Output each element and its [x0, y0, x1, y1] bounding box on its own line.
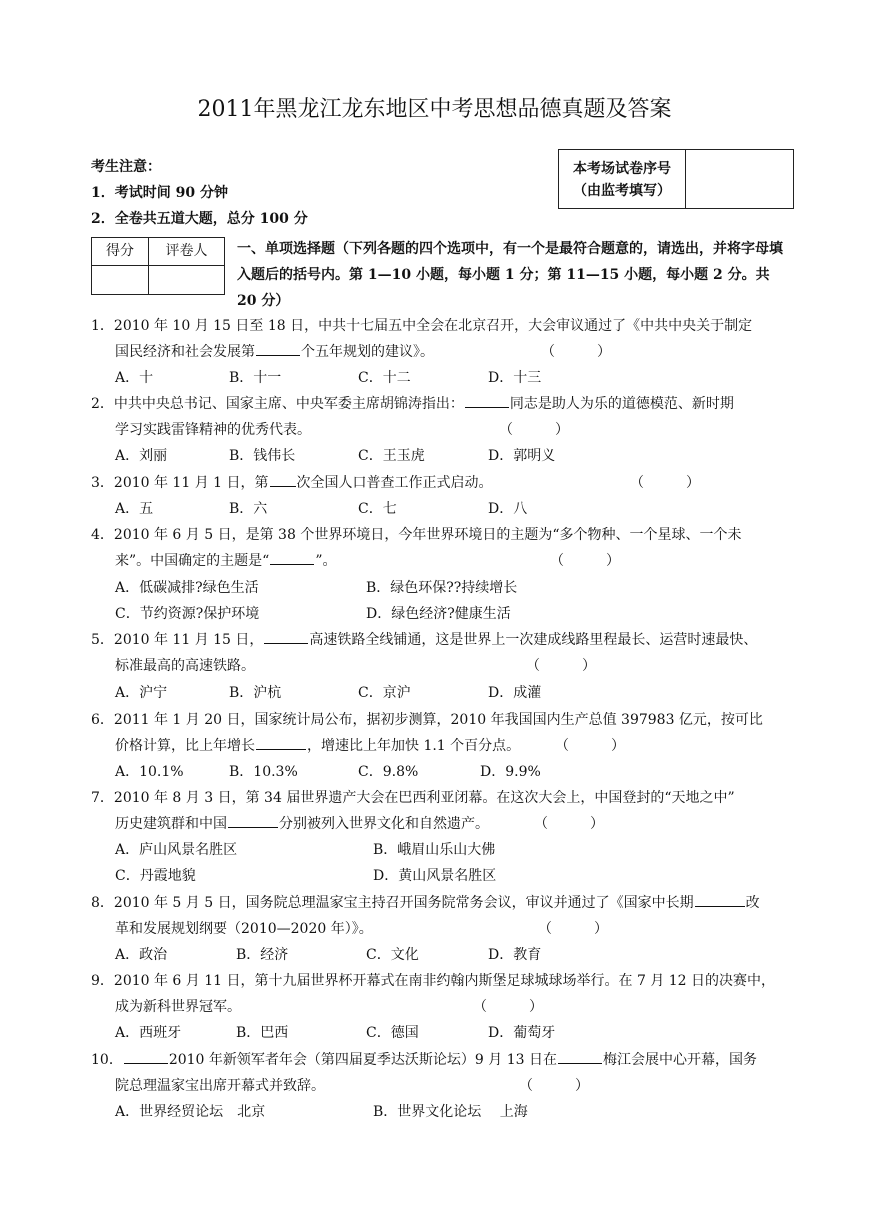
score-header: 得分 — [92, 238, 148, 266]
question-3 — [91, 472, 493, 492]
q7-line2b: 分别被列入世界文化和自然遗产。 — [279, 816, 489, 832]
option: C．文化 — [366, 947, 419, 963]
option: D．成灌 — [488, 685, 542, 701]
option: D．八 — [488, 501, 528, 517]
q2-line1b: 同志是助人为乐的道德模范、新时期 — [509, 396, 734, 412]
blank — [264, 629, 308, 644]
question-1-cont — [115, 341, 434, 361]
q10-line1a: 10． — [91, 1052, 123, 1068]
answer-paren: （ ） — [519, 1078, 589, 1094]
q6-line2b: ，增速比上年加快 1.1 个百分点。 — [307, 738, 521, 754]
exam-sequence-label-line2: （由监考填写） — [573, 183, 671, 199]
question-10 — [91, 1049, 757, 1069]
q1-line1: 1．2010 年 10 月 15 日至 18 日，中共十七届五中全会在北京召开，大会审议通过了《中共中央关于制定 — [91, 318, 753, 334]
blank — [465, 393, 509, 408]
option: A．五 — [115, 501, 154, 517]
q5-line1a: 5．2010 年 11 月 15 日， — [91, 632, 264, 648]
question-9-cont: 成为新科世界冠军。 — [115, 999, 241, 1015]
option: D．9.9% — [480, 764, 541, 780]
answer-paren: （ ） — [630, 475, 700, 491]
q7-line2a: 历史建筑群和中国 — [115, 816, 227, 832]
q3-line1a: 3．2010 年 11 月 1 日，第 — [91, 475, 269, 491]
option: A．10.1% — [115, 764, 184, 780]
score-table — [91, 237, 225, 295]
question-4-cont — [115, 550, 337, 570]
answer-paren: （ ） — [526, 658, 596, 674]
blank — [256, 735, 306, 750]
question-7: 7．2010 年 8 月 3 日，第 34 届世界遗产大会在巴西利亚闭幕。在这次大会上，中国登封的“天地之中” — [91, 790, 735, 806]
option: B．绿色环保??持续增长 — [366, 580, 518, 596]
option: C．京沪 — [358, 685, 411, 701]
blank — [256, 341, 300, 356]
exam-sequence-label-line1: 本考场试卷序号 — [573, 161, 671, 177]
score-table-divider — [148, 238, 149, 294]
option: B．六 — [229, 501, 268, 517]
blank — [228, 813, 278, 828]
question-10-cont: 院总理温家宝出席开幕式并致辞。 — [115, 1078, 325, 1094]
option: A．刘丽 — [115, 448, 168, 464]
question-5 — [91, 629, 757, 649]
page-title: 2011年黑龙江龙东地区中考思想品德真题及答案 — [197, 97, 672, 122]
answer-paren: （ ） — [499, 422, 569, 438]
option: B．沪杭 — [229, 685, 282, 701]
grader-header: 评卷人 — [149, 238, 224, 266]
q8-line1a: 8．2010 年 5 月 5 日，国务院总理温家宝主持召开国务院常务会议，审议并通过了《国家中长期 — [91, 895, 694, 911]
answer-paren: （ ） — [534, 816, 604, 832]
question-2-cont: 学习实践雷锋精神的优秀代表。 — [115, 422, 311, 438]
option: C．十二 — [358, 370, 411, 386]
q2-line1a: 2．中共中央总书记、国家主席、中央军委主席胡锦涛指出： — [91, 396, 464, 412]
notice-heading: 考生注意： — [91, 159, 161, 175]
option: C．德国 — [366, 1025, 419, 1041]
blank — [695, 892, 745, 907]
option: A．十 — [115, 370, 154, 386]
q5-line1b: 高速铁路全线铺通，这是世界上一次建成线路里程最长、运营时速最快、 — [309, 632, 758, 648]
q10-line1c: 梅江会展中心开幕，国务 — [602, 1052, 757, 1068]
question-9: 9．2010 年 6 月 11 日，第十九届世界杯开幕式在南非约翰内斯堡足球城球场举行。在 7 月 12 日的决赛中， — [91, 973, 776, 989]
option: D．绿色经济?健康生活 — [366, 606, 511, 622]
option: C．节约资源?保护环境 — [115, 606, 260, 622]
exam-sequence-label — [559, 150, 686, 208]
option: B．10.3% — [229, 764, 298, 780]
blank — [124, 1049, 168, 1064]
answer-paren: （ ） — [541, 344, 611, 360]
question-8-cont: 革和发展规划纲要（2010—2020 年）》。 — [115, 921, 373, 937]
q6-line2a: 价格计算，比上年增长 — [115, 738, 255, 754]
option: A．庐山风景名胜区 — [115, 842, 238, 858]
option: B．世界文化论坛 上海 — [373, 1104, 528, 1120]
notice-line-2: 2．全卷共五道大题，总分 100 分 — [91, 211, 308, 227]
q3-line1b: 次全国人口普查工作正式启动。 — [296, 475, 493, 491]
option: A．世界经贸论坛 北京 — [115, 1104, 266, 1120]
option: C．9.8% — [358, 764, 419, 780]
option: B．十一 — [229, 370, 282, 386]
exam-sequence-box — [558, 149, 794, 209]
option: B．钱伟长 — [229, 448, 296, 464]
option: D．教育 — [488, 947, 542, 963]
option: B．经济 — [236, 947, 289, 963]
blank — [558, 1049, 602, 1064]
question-2 — [91, 393, 734, 413]
notice-line-1: 1．考试时间 90 分钟 — [91, 185, 228, 201]
q1-line2b: 个五年规划的建议》。 — [301, 344, 434, 360]
answer-paren: （ ） — [555, 738, 625, 754]
question-8 — [91, 892, 760, 912]
question-1 — [91, 315, 752, 335]
option: A．沪宁 — [115, 685, 168, 701]
question-7-cont — [115, 813, 489, 833]
option: D．葡萄牙 — [488, 1025, 556, 1041]
answer-paren: （ ） — [473, 999, 543, 1015]
q4-line2b: ”。 — [315, 553, 337, 569]
q4-line2a: 来”。中国确定的主题是“ — [115, 553, 270, 569]
question-5-cont: 标准最高的高速铁路。 — [115, 658, 255, 674]
option: B．巴西 — [236, 1025, 289, 1041]
answer-paren: （ ） — [538, 921, 608, 937]
q1-line2a: 国民经济和社会发展第 — [115, 344, 255, 360]
option: D．郭明义 — [488, 448, 556, 464]
option: D．黄山风景名胜区 — [373, 868, 497, 884]
option: A．西班牙 — [115, 1025, 182, 1041]
q8-line1b: 改 — [745, 895, 760, 911]
blank — [270, 550, 314, 565]
question-6-cont — [115, 735, 520, 755]
answer-paren: （ ） — [550, 553, 620, 569]
option: C．丹霞地貌 — [115, 868, 196, 884]
q10-line1b: 2010 年新领军者年会（第四届夏季达沃斯论坛）9 月 13 日在 — [168, 1052, 557, 1068]
option: A．低碳减排?绿色生活 — [115, 580, 259, 596]
question-6: 6．2011 年 1 月 20 日，国家统计局公布，据初步测算，2010 年我国国内生产总值 397983 亿元，按可比 — [91, 712, 763, 728]
option: C．七 — [358, 501, 397, 517]
blank — [270, 472, 296, 487]
section-1-heading: 一、单项选择题（下列各题的四个选项中，有一个是最符合题意的，请选出，并将字母填入题后的括号内。第 1—10 小题，每小题 1 分；第 11—15 小题，每小题 2 分。共 20 分） — [237, 241, 783, 309]
option: C．王玉虎 — [358, 448, 425, 464]
option: A．政治 — [115, 947, 168, 963]
option: D．十三 — [488, 370, 542, 386]
question-4: 4．2010 年 6 月 5 日，是第 38 个世界环境日，今年世界环境日的主题为“多个物种、一个星球、一个未 — [91, 527, 742, 543]
option: B．峨眉山乐山大佛 — [373, 842, 496, 858]
